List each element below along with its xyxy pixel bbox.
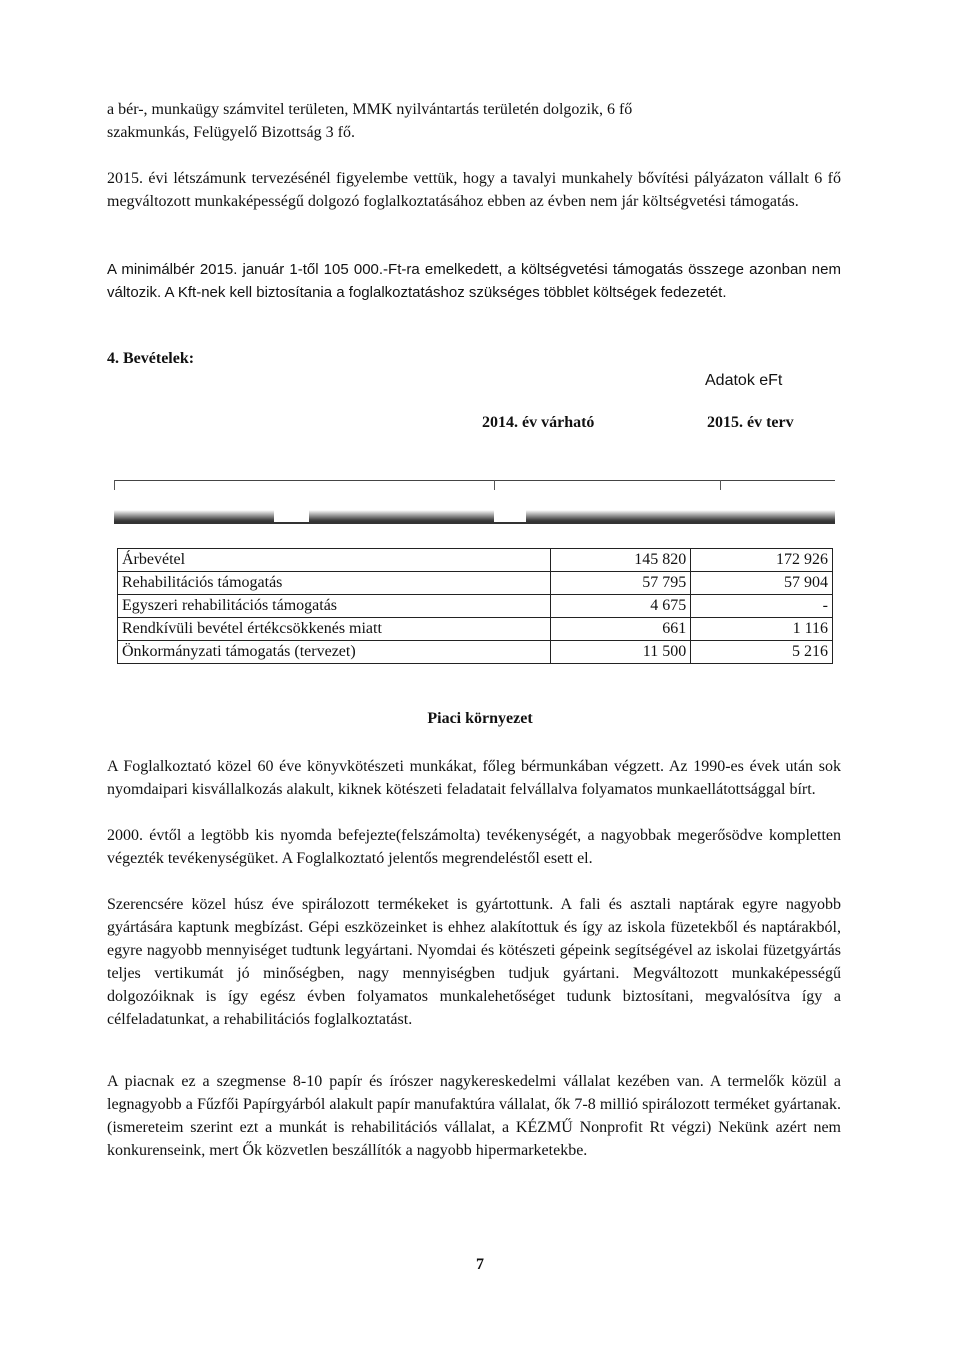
value-2014: 145 820 — [551, 549, 691, 572]
market-heading: Piaci környezet — [427, 710, 533, 727]
value-2015: 57 904 — [691, 572, 833, 595]
scan-tick — [720, 480, 721, 490]
intro-paragraph — [107, 98, 841, 144]
market-paragraph-4: A piacnak ez a szegmense 8-10 papír és írószer nagykereskedelmi vállalat kezében van. A termelők közül a legnagyobb a Fűzfői Papírgyárból alakult papír manufaktúra vállalat, ők 7-8 millió spirálozott terméket gyártanak. (ismereteim szerint ezt a munkát is rehabilitációs vállalat, a KÉZMŰ Nonprofit Rt végzi) Nekünk azért nem konkurenseink, mert Ők közvetlen beszállítók a nagyobb hipermarketekbe. — [107, 1073, 841, 1159]
table-row — [118, 572, 833, 595]
row-label: Rehabilitációs támogatás — [118, 572, 551, 595]
scan-artifact-bar — [114, 480, 835, 524]
scan-bottom-line — [114, 522, 835, 524]
market-paragraph-1: A Foglalkoztató közel 60 éve könyvkötészeti munkákat, főleg bérmunkában végzett. Az 1990-es évek után sok nyomdaipari kisvállalkozás alakult, kiknek kötészeti feladatait felvállalva folyamatos munkaellátottsággal bírt. — [107, 758, 841, 798]
row-label: Egyszeri rehabilitációs támogatás — [118, 595, 551, 618]
value-2015: 1 116 — [691, 618, 833, 641]
scan-top-line — [114, 480, 835, 481]
intro-line-2: szakmunkás, Felügyelő Bizottság 3 fő. — [107, 124, 355, 141]
column-header-2014: 2014. év várható — [482, 414, 595, 431]
scan-tick — [494, 480, 495, 490]
page-number: 7 — [476, 1256, 484, 1273]
table-row — [118, 595, 833, 618]
row-label: Árbevétel — [118, 549, 551, 572]
value-2014: 4 675 — [551, 595, 691, 618]
value-2014: 661 — [551, 618, 691, 641]
value-2014: 57 795 — [551, 572, 691, 595]
paragraph-2015-headcount: 2015. évi létszámunk tervezésénél figyelembe vettük, hogy a tavalyi munkahely bővítési pályázaton vállalt 6 fő megváltozott munkaképességű dolgozó foglalkoztatásához ebben az évben nem jár költségvetési támogatás. — [107, 170, 841, 210]
row-label: Önkormányzati támogatás (tervezet) — [118, 641, 551, 664]
paragraph-minimum-wage: A minimálbér 2015. január 1-től 105 000.-Ft-ra emelkedett, a költségvetési támogatás összege azonban nem változik. A Kft-nek kell biztosítania a foglalkoztatáshoz szükséges többlet költségek fedezetét. — [107, 261, 841, 301]
market-paragraph-2: 2000. évtől a legtöbb kis nyomda befejezte(felszámolta) tevékenységét, a nagyobbak megerősödve kompletten végezték tevékenységüket. A Foglalkoztató jelentős megrendeléstől esett el. — [107, 827, 841, 867]
value-2015: - — [691, 595, 833, 618]
column-header-2015: 2015. év terv — [707, 414, 794, 431]
table-row — [118, 618, 833, 641]
scan-tick — [114, 480, 115, 490]
table-row — [118, 641, 833, 664]
section-title: 4. Bevételek: — [107, 350, 195, 367]
unit-note: Adatok eFt — [705, 372, 783, 389]
value-2015: 5 216 — [691, 641, 833, 664]
value-2014: 11 500 — [551, 641, 691, 664]
table-row — [118, 549, 833, 572]
intro-line-1: a bér-, munkaügy számvitel területen, MMK nyilvántartás területén dolgozik, 6 fő — [107, 101, 633, 118]
row-label: Rendkívüli bevétel értékcsökkenés miatt — [118, 618, 551, 641]
value-2015: 172 926 — [691, 549, 833, 572]
market-paragraph-3: Szerencsére közel húsz éve spirálozott termékeket is gyártottunk. A fali és asztali naptárak egyre nagyobb gyártására kaptunk megbízást. Gépi eszközeinket is ehhez alakítottuk és így az iskola füzetekből és naptárakból, egyre nagyobb mennyiséget tudtunk legyártani. Nyomdai és kötészeti gépeink segítségével az iskolai füzetgyártás teljes vertikumát jó minőségben, nagy mennyiségben tudjuk gyártani. Megváltozott munkaképességű dolgozóiknak is így egész évben folyamatos munkalehetőséget tudunk biztosítani, megvalósítva így a célfeladatunkat, a rehabilitációs foglalkoztatást. — [107, 896, 841, 1028]
revenue-table — [117, 548, 833, 664]
